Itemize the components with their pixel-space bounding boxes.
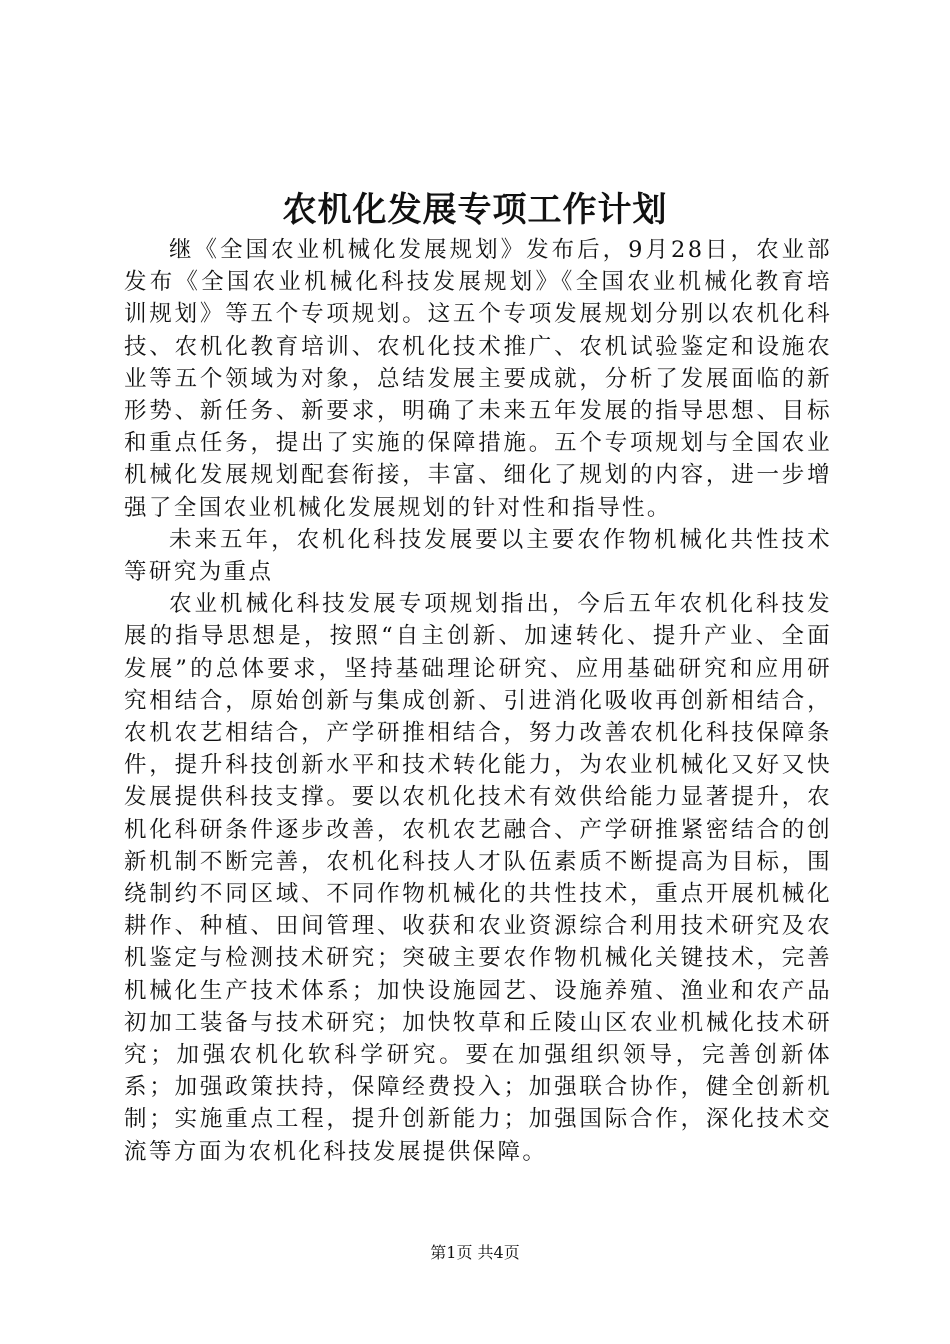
paragraph-intro: 继《全国农业机械化发展规划》发布后，9月28日，农业部发布《全国农业机械化科技发展规划》《全国农业机械化教育培训规划》等五个专项规划。这五个专项发展规划分别以农机化科技、农机化教育培训、农机化技术推广、农机试验鉴定和设施农业等五个领域为对象，总结发展主要成就，分析了发展面临的新形势、新任务、新要求，明确了未来五年发展的指导思想、目标和重点任务，提出了实施的保障措施。五个专项规划与全国农业机械化发展规划配套衔接，丰富、细化了规划的内容，进一步增强了全国农业机械化发展规划的针对性和指导性。 (124, 237, 832, 521)
paragraph-guidance: 农业机械化科技发展专项规划指出，今后五年农机化科技发展的指导思想是，按照“自主创新、加速转化、提升产业、全面发展”的总体要求，坚持基础理论研究、应用基础研究和应用研究相结合，原始创新与集成创新、引进消化吸收再创新相结合，农机农艺相结合，产学研推相结合，努力改善农机化科技保障条件，提升科技创新水平和技术转化能力，为农业机械化又好又快发展提供科技支撑。要以农机化技术有效供给能力显著提升，农机化科研条件逐步改善，农机农艺融合、产学研推紧密结合的创新机制不断完善，农机化科技人才队伍素质不断提高为目标，围绕制约不同区域、不同作物机械化的共性技术，重点开展机械化耕作、种植、田间管理、收获和农业资源综合利用技术研究及农机鉴定与检测技术研究；突破主要农作物机械化关键技术，完善机械化生产技术体系；加快设施园艺、设施养殖、渔业和农产品初加工装备与技术研究；加快牧草和丘陵山区农业机械化技术研究；加强农机化软科学研究。要在加强组织领导，完善创新体系；加强政策扶持，保障经费投入；加强联合协作，健全创新机制；实施重点工程，提升创新能力；加强国际合作，深化技术交流等方面为农机化科技发展提供保障。 (124, 591, 832, 1165)
document-body (124, 234, 832, 1168)
document-title: 农机化发展专项工作计划 (282, 190, 668, 230)
page-footer: 第1页 共4页 (430, 1243, 520, 1262)
paragraph-subheading: 未来五年，农机化科技发展要以主要农作物机械化共性技术等研究为重点 (124, 526, 832, 586)
